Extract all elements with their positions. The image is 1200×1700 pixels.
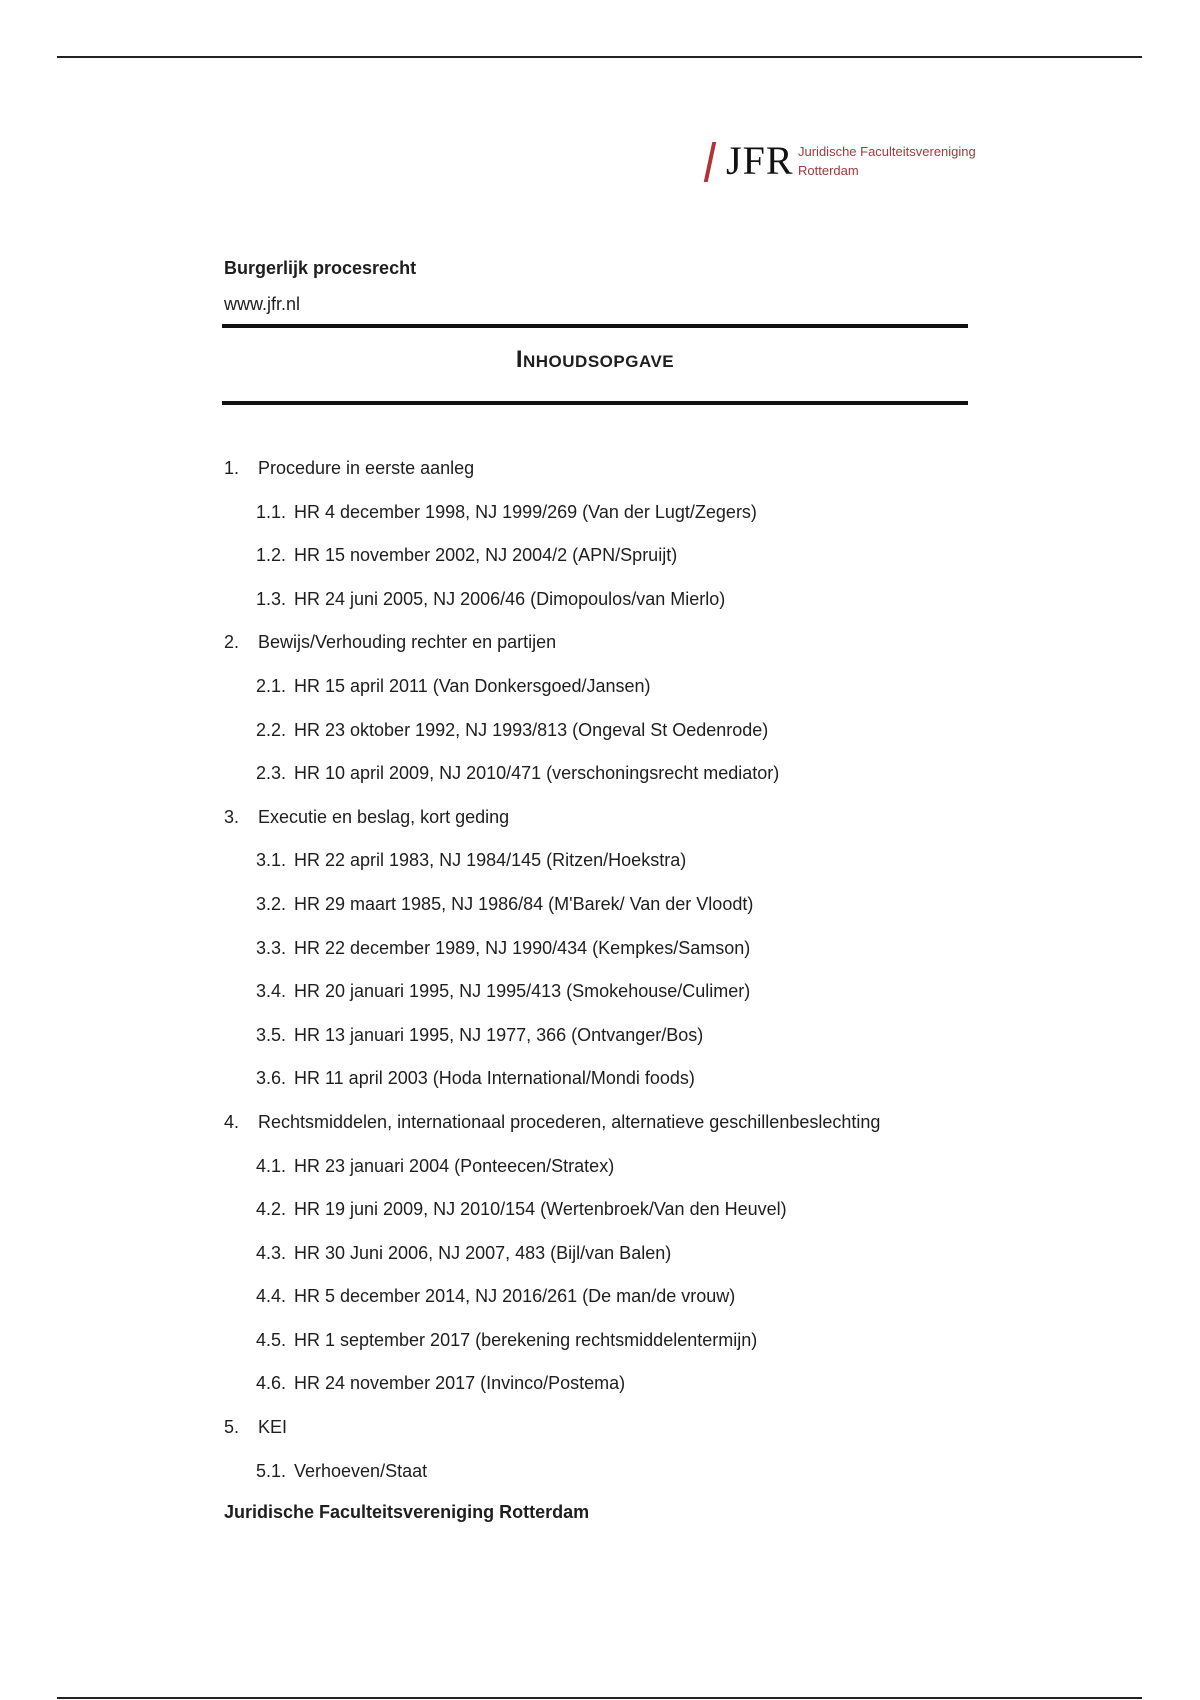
toc-section bbox=[224, 1415, 984, 1459]
document-url[interactable]: www.jfr.nl bbox=[224, 294, 301, 314]
table-of-contents bbox=[224, 456, 984, 1502]
logo-organisation-name bbox=[798, 142, 998, 180]
logo-name-line2: Rotterdam bbox=[798, 163, 859, 178]
toc-number: 4.4. bbox=[256, 1286, 287, 1307]
toc-entry bbox=[256, 1154, 984, 1198]
toc-text: HR 29 maart 1985, NJ 1986/84 (M'Barek/ Van der Vloodt) bbox=[294, 893, 754, 914]
heading-rule-top bbox=[222, 324, 968, 328]
toc-text: HR 1 september 2017 (berekening rechtsmiddelentermijn) bbox=[294, 1329, 758, 1350]
toc-number: 3.5. bbox=[256, 1024, 287, 1045]
toc-text: HR 24 juni 2005, NJ 2006/46 (Dimopoulos/van Mierlo) bbox=[294, 588, 726, 609]
toc-entry bbox=[256, 1459, 984, 1503]
toc-text: HR 5 december 2014, NJ 2016/261 (De man/de vrouw) bbox=[294, 1286, 736, 1307]
toc-text: HR 22 december 1989, NJ 1990/434 (Kempkes/Samson) bbox=[294, 937, 751, 958]
toc-number: 4.2. bbox=[256, 1199, 287, 1220]
toc-text: Rechtsmiddelen, internationaal procederen, alternatieve geschillenbeslechting bbox=[258, 1111, 881, 1132]
logo-name-line1: Juridische Faculteitsvereniging bbox=[798, 144, 976, 159]
toc-text: HR 15 november 2002, NJ 2004/2 (APN/Spruijt) bbox=[294, 545, 678, 566]
toc-entry bbox=[256, 587, 984, 631]
page-top-rule bbox=[57, 56, 1142, 58]
toc-text: Bewijs/Verhouding rechter en partijen bbox=[258, 632, 557, 653]
toc-entry bbox=[256, 1023, 984, 1067]
toc-text: HR 23 oktober 1992, NJ 1993/813 (Ongeval St Oedenrode) bbox=[294, 719, 769, 740]
toc-number: 5. bbox=[224, 1417, 240, 1438]
toc-entry bbox=[256, 674, 984, 718]
toc-text: HR 11 april 2003 (Hoda International/Mondi foods) bbox=[294, 1068, 695, 1089]
toc-number: 2.3. bbox=[256, 763, 287, 784]
toc-heading: Inhoudsopgave bbox=[515, 346, 675, 373]
toc-text: HR 22 april 1983, NJ 1984/145 (Ritzen/Hoekstra) bbox=[294, 850, 687, 871]
toc-number: 3.4. bbox=[256, 981, 287, 1002]
toc-section bbox=[224, 1110, 984, 1154]
toc-number: 4.1. bbox=[256, 1155, 287, 1176]
toc-text: HR 10 april 2009, NJ 2010/471 (verschoningsrecht mediator) bbox=[294, 763, 780, 784]
toc-entry bbox=[256, 543, 984, 587]
toc-number: 1.2. bbox=[256, 545, 287, 566]
toc-text: HR 24 november 2017 (Invinco/Postema) bbox=[294, 1373, 626, 1394]
toc-text: Executie en beslag, kort geding bbox=[258, 806, 510, 827]
toc-number: 4.5. bbox=[256, 1329, 287, 1350]
toc-number: 1.1. bbox=[256, 501, 287, 522]
toc-text: HR 15 april 2011 (Van Donkersgoed/Jansen) bbox=[294, 675, 651, 696]
toc-number: 3.3. bbox=[256, 937, 287, 958]
toc-number: 4.3. bbox=[256, 1242, 287, 1263]
toc-number: 2. bbox=[224, 632, 240, 653]
toc-number: 3.2. bbox=[256, 893, 287, 914]
toc-entry bbox=[256, 892, 984, 936]
toc-number: 2.1. bbox=[256, 675, 287, 696]
toc-number: 2.2. bbox=[256, 719, 287, 740]
logo-slash-icon bbox=[704, 142, 717, 182]
toc-text: HR 4 december 1998, NJ 1999/269 (Van der Lugt/Zegers) bbox=[294, 501, 757, 522]
toc-text: HR 20 januari 1995, NJ 1995/413 (Smokehouse/Culimer) bbox=[294, 981, 751, 1002]
toc-number: 3.1. bbox=[256, 850, 287, 871]
toc-number: 3. bbox=[224, 806, 240, 827]
toc-section bbox=[224, 630, 984, 674]
toc-number: 4. bbox=[224, 1111, 240, 1132]
toc-number: 3.6. bbox=[256, 1068, 287, 1089]
document-title: Burgerlijk procesrecht bbox=[224, 258, 417, 278]
toc-text: HR 23 januari 2004 (Ponteecen/Stratex) bbox=[294, 1155, 615, 1176]
heading-rule-bottom bbox=[222, 401, 968, 405]
page-bottom-rule bbox=[57, 1697, 1142, 1699]
toc-number: 4.6. bbox=[256, 1373, 287, 1394]
toc-entry bbox=[256, 1066, 984, 1110]
toc-entry bbox=[256, 1371, 984, 1415]
toc-entry bbox=[256, 1197, 984, 1241]
toc-entry bbox=[256, 1328, 984, 1372]
toc-entry bbox=[256, 761, 984, 805]
toc-text: Procedure in eerste aanleg bbox=[258, 458, 475, 478]
toc-entry bbox=[256, 1241, 984, 1285]
toc-entry bbox=[256, 936, 984, 980]
toc-section bbox=[224, 456, 984, 500]
toc-text: HR 13 januari 1995, NJ 1977, 366 (Ontvanger/Bos) bbox=[294, 1024, 704, 1045]
logo-mark: JFR bbox=[726, 138, 794, 183]
toc-number: 5.1. bbox=[256, 1460, 287, 1481]
toc-section bbox=[224, 805, 984, 849]
toc-text: Verhoeven/Staat bbox=[294, 1460, 428, 1481]
toc-entry bbox=[256, 979, 984, 1023]
toc-entry bbox=[256, 848, 984, 892]
toc-number: 1. bbox=[224, 458, 240, 478]
toc-text: KEI bbox=[258, 1417, 288, 1438]
toc-entry bbox=[256, 500, 984, 544]
toc-number: 1.3. bbox=[256, 588, 287, 609]
toc-entry bbox=[256, 1284, 984, 1328]
footer-organisation: Juridische Faculteitsvereniging Rotterdam bbox=[224, 1502, 590, 1522]
toc-text: HR 30 Juni 2006, NJ 2007, 483 (Bijl/van Balen) bbox=[294, 1242, 672, 1263]
toc-entry bbox=[256, 718, 984, 762]
toc-text: HR 19 juni 2009, NJ 2010/154 (Wertenbroek/Van den Heuvel) bbox=[294, 1199, 787, 1220]
